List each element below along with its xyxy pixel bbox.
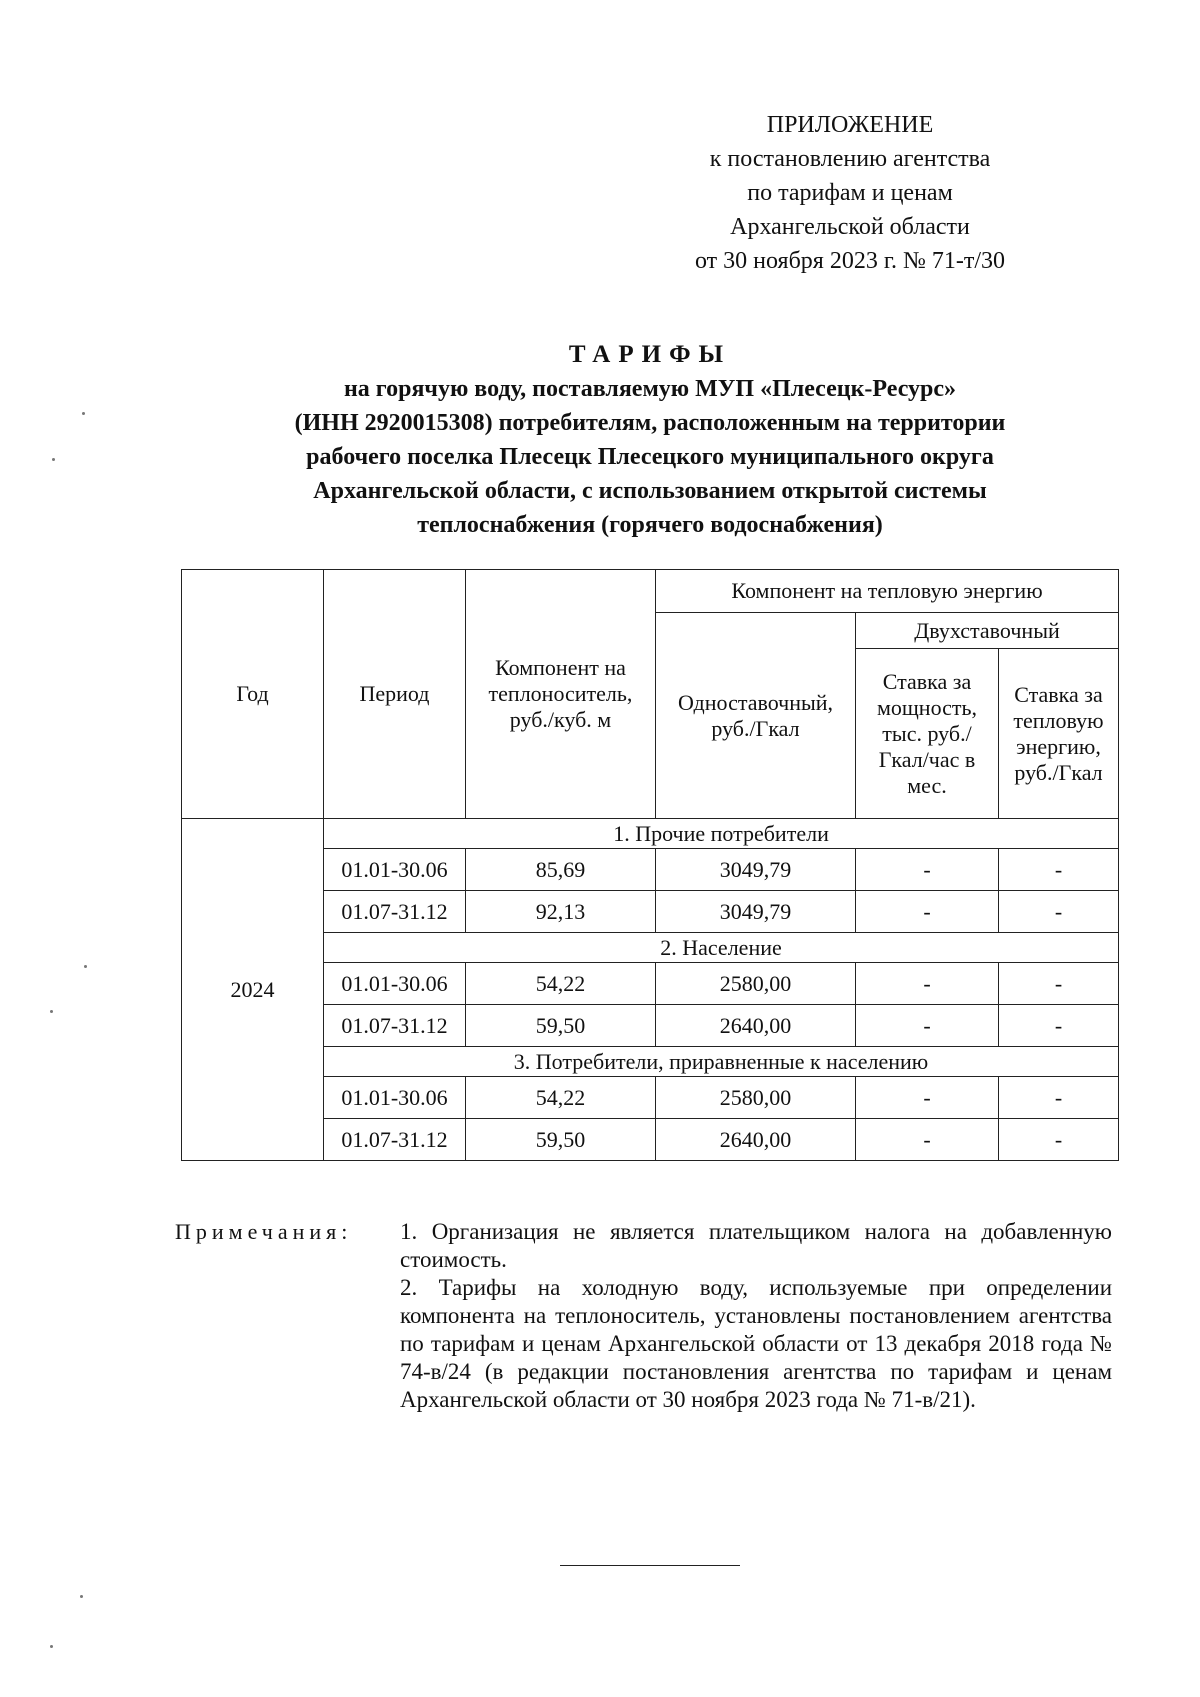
capacity-rate-cell: - xyxy=(856,1005,999,1047)
single-rate-cell: 2580,00 xyxy=(656,963,856,1005)
energy-rate-cell: - xyxy=(999,849,1119,891)
carrier-cell: 59,50 xyxy=(466,1119,656,1161)
header-single-rate: Одноставочный, руб./Гкал xyxy=(656,613,856,819)
period-cell: 01.07-31.12 xyxy=(324,1119,466,1161)
capacity-rate-cell: - xyxy=(856,963,999,1005)
header-year: Год xyxy=(182,570,324,819)
carrier-cell: 85,69 xyxy=(466,849,656,891)
notes-label: Примечания: xyxy=(175,1219,353,1244)
period-cell: 01.01-30.06 xyxy=(324,963,466,1005)
section-title: 3. Потребители, приравненные к населению xyxy=(324,1047,1119,1077)
single-rate-cell: 3049,79 xyxy=(656,849,856,891)
header-energy-rate: Ставка за тепловую энергию, руб./Гкал xyxy=(999,649,1119,819)
appendix-line: к постановлению агентства xyxy=(709,146,991,172)
capacity-rate-cell: - xyxy=(856,849,999,891)
header-carrier: Компонент на теплоноситель, руб./куб. м xyxy=(466,570,656,819)
scan-speck xyxy=(82,412,85,415)
title-line: на горячую воду, поставляемую МУП «Плесецк-Ресурс» xyxy=(343,376,957,402)
carrier-cell: 54,22 xyxy=(466,1077,656,1119)
single-rate-cell: 2640,00 xyxy=(656,1005,856,1047)
appendix-line: ПРИЛОЖЕНИЕ xyxy=(766,112,934,138)
closing-rule xyxy=(560,1565,740,1566)
section-title: 2. Население xyxy=(324,933,1119,963)
capacity-rate-cell: - xyxy=(856,891,999,933)
year-cell: 2024 xyxy=(182,819,324,1161)
scan-speck xyxy=(52,458,55,461)
title-main: ТАРИФЫ xyxy=(568,341,732,368)
header-capacity-rate: Ставка за мощность, тыс. руб./ Гкал/час в мес. xyxy=(856,649,999,819)
period-cell: 01.01-30.06 xyxy=(324,849,466,891)
tariff-table xyxy=(181,569,1119,1161)
title-line: теплоснабжения (горячего водоснабжения) xyxy=(417,512,883,538)
title-line: Архангельской области, с использованием открытой системы xyxy=(313,478,987,504)
header-period: Период xyxy=(324,570,466,819)
capacity-rate-cell: - xyxy=(856,1077,999,1119)
energy-rate-cell: - xyxy=(999,1005,1119,1047)
scan-speck xyxy=(80,1595,83,1598)
title-line: рабочего поселка Плесецк Плесецкого муниципального округа xyxy=(306,444,994,470)
scan-speck xyxy=(84,965,87,968)
header-two-rate: Двухставочный xyxy=(856,613,1119,649)
appendix-line: по тарифам и ценам xyxy=(747,180,953,206)
capacity-rate-cell: - xyxy=(856,1119,999,1161)
carrier-cell: 54,22 xyxy=(466,963,656,1005)
title-line: (ИНН 2920015308) потребителям, расположенным на территории xyxy=(294,410,1006,436)
carrier-cell: 92,13 xyxy=(466,891,656,933)
period-cell: 01.07-31.12 xyxy=(324,891,466,933)
document-title xyxy=(175,338,1125,542)
note-item: 1. Организация не является плательщиком налога на добавленную стоимость. xyxy=(400,1219,1112,1272)
scan-speck xyxy=(50,1010,53,1013)
single-rate-cell: 3049,79 xyxy=(656,891,856,933)
energy-rate-cell: - xyxy=(999,1119,1119,1161)
single-rate-cell: 2640,00 xyxy=(656,1119,856,1161)
section-title: 1. Прочие потребители xyxy=(324,819,1119,849)
energy-rate-cell: - xyxy=(999,963,1119,1005)
energy-rate-cell: - xyxy=(999,891,1119,933)
scan-speck xyxy=(50,1645,53,1648)
appendix-header xyxy=(640,108,1060,278)
appendix-line: от 30 ноября 2023 г. № 71-т/30 xyxy=(694,248,1006,274)
notes xyxy=(400,1218,1112,1414)
header-energy-group: Компонент на тепловую энергию xyxy=(656,570,1119,613)
appendix-line: Архангельской области xyxy=(730,214,970,240)
energy-rate-cell: - xyxy=(999,1077,1119,1119)
carrier-cell: 59,50 xyxy=(466,1005,656,1047)
single-rate-cell: 2580,00 xyxy=(656,1077,856,1119)
period-cell: 01.01-30.06 xyxy=(324,1077,466,1119)
period-cell: 01.07-31.12 xyxy=(324,1005,466,1047)
note-item: 2. Тарифы на холодную воду, используемые при определении компонента на теплоноситель, установлены постановлением агентства по тарифам и ценам Архангельской области от 13 декабря 2018 года № 74-в/24 (в редакции постановления агентства по тарифам и ценам Архангельской области от 30 ноября 2023 года № 71-в/21). xyxy=(400,1275,1112,1412)
